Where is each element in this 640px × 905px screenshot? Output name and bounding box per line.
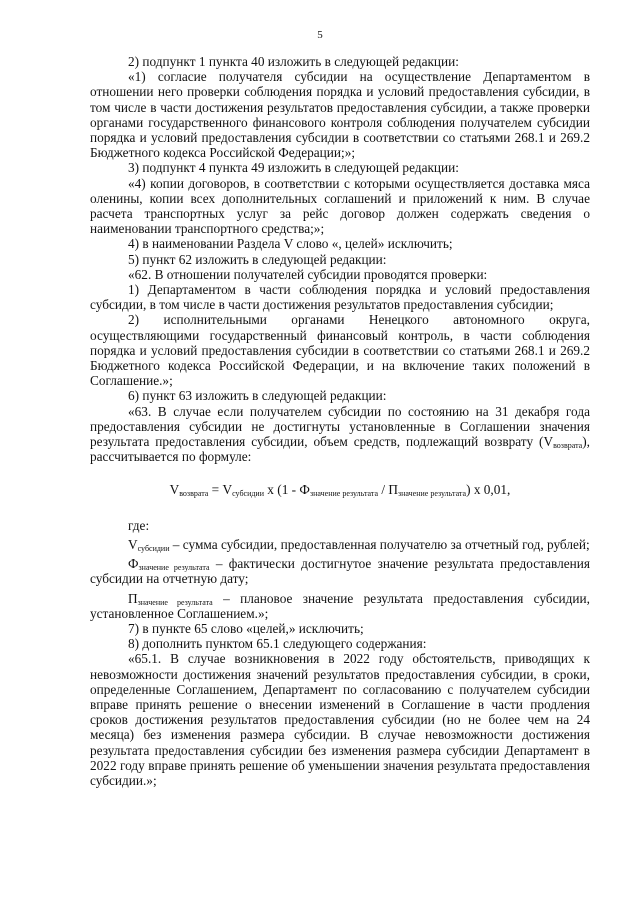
paragraph-item-8: 8) дополнить пунктом 65.1 следующего содержания:: [128, 636, 427, 652]
paragraph-62-2: 2) исполнительными органами Ненецкого автономного округа, осуществляющими государственный финансовый контроль, в части соблюдения порядка и условий предоставления субсидии в соответствии со статьями 268.1 и 269.2 Бюджетного кодекса Российской Федерации, и на включение таких положений в Соглашение.»;: [90, 312, 590, 389]
paragraph-item-5: 5) пункт 62 изложить в следующей редакции:: [128, 251, 387, 267]
paragraph-item-3: 3) подпункт 4 пункта 49 изложить в следующей редакции:: [128, 160, 459, 176]
definition-actual-value: $Ф_{значение результата}$ – фактически достигнутое значение результата предоставления субсидии на отчетную дату;: [90, 556, 590, 587]
paragraph-item-6: 6) пункт 63 изложить в следующей редакции:: [128, 388, 387, 404]
page-number: 5: [317, 29, 323, 41]
definition-subsidy: $V_{субсидии}$ – сумма субсидии, предоставленная получателю за отчетный год, рублей;: [128, 536, 590, 553]
paragraph-quote-65-1: «65.1. В случае возникновения в 2022 году обстоятельств, приводящих к невозможности достижения значений результатов предоставления субсидии, в сроки, определенные Соглашением, Департамент по согласованию с получателем субсидии вправе принять решение о внесении изменений в Соглашение в части продления сроков достижения результатов предоставления субсидии (но не более чем на 24 месяца) без изменения размера субсидии. В случае невозможности достижения результата предоставления субсидии без изменения размера субсидии Департамент в 2022 году вправе принять решение об уменьшении значения результата предоставления субсидии.»;: [90, 651, 590, 788]
refund-formula: $V_{возврата} = V_{субсидии}$ x $(1 - Ф_{значение результата} / П_{значение результата})$ x 0,01,: [169, 482, 511, 499]
definition-planned-value: $П_{значение результата}$ – плановое значение результата предоставления субсидии, установленное Соглашением.»;: [90, 590, 590, 621]
paragraph-quote-62: «62. В отношении получателей субсидии проводятся проверки:: [128, 266, 488, 282]
paragraph-item-2: 2) подпункт 1 пункта 40 изложить в следующей редакции:: [128, 54, 459, 69]
document-body: [90, 54, 590, 788]
paragraph-62-1: 1) Департаментом в части соблюдения порядка и условий предоставления субсидии, в том числе в части достижения результатов предоставления субсидии;: [90, 282, 590, 313]
paragraph-quote-63: «63. В случае если получателем субсидии по состоянию на 31 декабря года предоставления субсидии не достигнуты установленные в Соглашении значения результата предоставления субсидии, объем средств, подлежащий возврату $(V_{возврата})$, рассчитывается по формуле:: [90, 403, 590, 465]
where-label: где:: [128, 517, 150, 533]
paragraph-quote-40-1: «1) согласие получателя субсидии на осуществление Департаментом в отношении него проверки соблюдения порядка и условий предоставления субсидии, в том числе в части достижения результатов предоставления субсидии, а также проверки органами государственного финансового контроля соблюдения получателем субсидии порядка и условий предоставления субсидии в соответствии со статьями 268.1 и 269.2 Бюджетного кодекса Российской Федерации;»;: [90, 69, 590, 161]
paragraph-quote-49-4: «4) копии договоров, в соответствии с которыми осуществляется доставка мяса оленины, копии всех дополнительных соглашений и приложений к ним. В случае расчета транспортных услуг за рейс договор должен содержать сведения о наименовании транспортного средства;»;: [90, 175, 590, 237]
paragraph-item-4: 4) в наименовании Раздела V слово «, целей» исключить;: [128, 236, 453, 252]
paragraph-item-7: 7) в пункте 65 слово «целей,» исключить;: [128, 620, 364, 636]
